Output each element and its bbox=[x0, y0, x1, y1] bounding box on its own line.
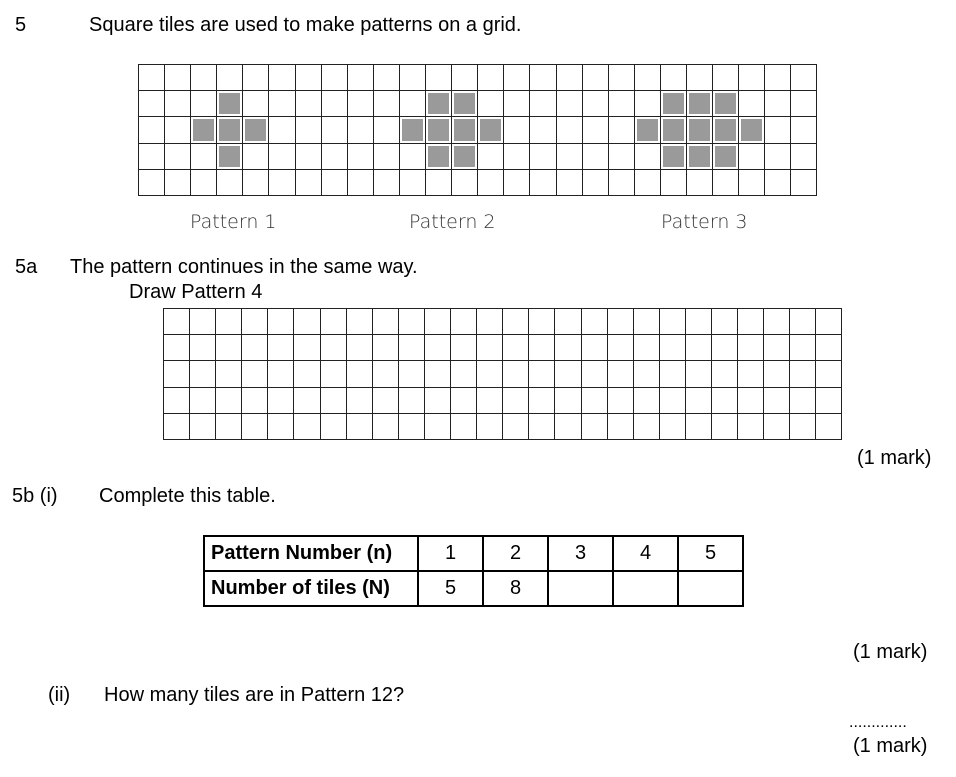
grid-cell[interactable] bbox=[738, 361, 764, 387]
grid-cell bbox=[243, 170, 269, 196]
grid-cell bbox=[739, 91, 765, 117]
grid-cell bbox=[139, 65, 165, 91]
grid-cell bbox=[609, 117, 635, 143]
grid-cell[interactable] bbox=[686, 388, 712, 414]
grid-cell bbox=[348, 144, 374, 170]
grid-cell[interactable] bbox=[373, 414, 399, 440]
grid-cell[interactable] bbox=[268, 361, 294, 387]
grid-cell bbox=[583, 117, 609, 143]
grid-cell[interactable] bbox=[764, 309, 790, 335]
grid-cell[interactable] bbox=[190, 335, 216, 361]
grid-cell bbox=[269, 91, 295, 117]
tile bbox=[243, 117, 269, 143]
grid-cell[interactable] bbox=[373, 388, 399, 414]
grid-cell bbox=[713, 65, 739, 91]
grid-cell[interactable] bbox=[503, 388, 529, 414]
grid-cell bbox=[269, 170, 295, 196]
grid-cell[interactable] bbox=[294, 335, 320, 361]
grid-cell[interactable] bbox=[399, 388, 425, 414]
grid-cell[interactable] bbox=[634, 414, 660, 440]
grid-cell[interactable] bbox=[294, 388, 320, 414]
grid-cell[interactable] bbox=[582, 414, 608, 440]
grid-cell[interactable] bbox=[529, 414, 555, 440]
grid-cell bbox=[635, 91, 661, 117]
grid-cell[interactable] bbox=[477, 388, 503, 414]
grid-cell bbox=[635, 170, 661, 196]
grid-cell[interactable] bbox=[294, 414, 320, 440]
grid-cell[interactable] bbox=[373, 309, 399, 335]
grid-cell[interactable] bbox=[242, 335, 268, 361]
grid-cell bbox=[296, 117, 322, 143]
tile bbox=[452, 117, 478, 143]
grid-cell bbox=[348, 117, 374, 143]
tile bbox=[687, 144, 713, 170]
grid-cell bbox=[322, 65, 348, 91]
grid-cell[interactable] bbox=[764, 414, 790, 440]
grid-cell bbox=[296, 65, 322, 91]
grid-cell bbox=[504, 170, 530, 196]
question-number: 5 bbox=[15, 14, 27, 36]
grid-cell bbox=[452, 170, 478, 196]
grid-cell bbox=[791, 144, 817, 170]
grid-cell bbox=[165, 91, 191, 117]
grid-cell bbox=[557, 91, 583, 117]
grid-cell bbox=[165, 170, 191, 196]
grid-cell[interactable] bbox=[764, 361, 790, 387]
grid-cell bbox=[374, 65, 400, 91]
grid-cell bbox=[583, 170, 609, 196]
grid-cell[interactable] bbox=[321, 335, 347, 361]
answer-cell[interactable] bbox=[678, 571, 743, 606]
grid-cell[interactable] bbox=[764, 388, 790, 414]
tile bbox=[217, 144, 243, 170]
grid-cell bbox=[765, 170, 791, 196]
grid-cell[interactable] bbox=[634, 309, 660, 335]
grid-cell bbox=[374, 144, 400, 170]
grid-cell[interactable] bbox=[764, 335, 790, 361]
grid-cell bbox=[348, 170, 374, 196]
grid-cell[interactable] bbox=[216, 361, 242, 387]
tile bbox=[478, 117, 504, 143]
tile bbox=[452, 144, 478, 170]
grid-cell bbox=[687, 65, 713, 91]
grid-cell bbox=[791, 170, 817, 196]
grid-cell[interactable] bbox=[555, 361, 581, 387]
grid-cell[interactable] bbox=[555, 388, 581, 414]
grid-cell[interactable] bbox=[686, 309, 712, 335]
grid-cell[interactable] bbox=[373, 335, 399, 361]
grid-cell[interactable] bbox=[164, 388, 190, 414]
part-b-i-marks: (1 mark) bbox=[853, 641, 928, 663]
grid-cell bbox=[374, 91, 400, 117]
grid-cell bbox=[478, 91, 504, 117]
grid-cell bbox=[400, 144, 426, 170]
grid-cell[interactable] bbox=[216, 335, 242, 361]
grid-cell bbox=[139, 91, 165, 117]
grid-cell bbox=[635, 144, 661, 170]
grid-cell[interactable] bbox=[321, 388, 347, 414]
grid-cell bbox=[322, 91, 348, 117]
table-cell: 5 bbox=[418, 571, 483, 606]
grid-cell[interactable] bbox=[712, 414, 738, 440]
grid-cell bbox=[191, 65, 217, 91]
grid-cell[interactable] bbox=[738, 388, 764, 414]
part-a-instruction: Draw Pattern 4 bbox=[129, 281, 263, 303]
part-b-ii-marks: (1 mark) bbox=[853, 735, 928, 757]
grid-cell bbox=[530, 91, 556, 117]
grid-cell[interactable] bbox=[451, 388, 477, 414]
grid-cell[interactable] bbox=[268, 335, 294, 361]
grid-cell[interactable] bbox=[608, 361, 634, 387]
grid-cell[interactable] bbox=[451, 335, 477, 361]
grid-cell bbox=[243, 144, 269, 170]
grid-cell bbox=[348, 91, 374, 117]
grid-cell[interactable] bbox=[503, 414, 529, 440]
grid-cell bbox=[374, 170, 400, 196]
answer-line[interactable]: ............. bbox=[849, 714, 907, 731]
grid-cell[interactable] bbox=[712, 335, 738, 361]
grid-cell[interactable] bbox=[738, 335, 764, 361]
grid-cell[interactable] bbox=[347, 388, 373, 414]
part-a-marks: (1 mark) bbox=[857, 447, 932, 469]
grid-cell bbox=[322, 117, 348, 143]
grid-cell[interactable] bbox=[555, 309, 581, 335]
grid-cell[interactable] bbox=[347, 361, 373, 387]
grid-cell bbox=[165, 65, 191, 91]
grid-cell[interactable] bbox=[660, 361, 686, 387]
grid-cell[interactable] bbox=[216, 388, 242, 414]
grid-cell bbox=[609, 91, 635, 117]
grid-cell bbox=[322, 144, 348, 170]
grid-cell[interactable] bbox=[686, 335, 712, 361]
grid-cell[interactable] bbox=[164, 335, 190, 361]
grid-cell[interactable] bbox=[399, 414, 425, 440]
part-b-ii-text: How many tiles are in Pattern 12? bbox=[104, 684, 405, 706]
grid-cell[interactable] bbox=[190, 388, 216, 414]
grid-cell[interactable] bbox=[164, 414, 190, 440]
grid-cell[interactable] bbox=[503, 309, 529, 335]
grid-cell bbox=[400, 65, 426, 91]
tile bbox=[687, 91, 713, 117]
grid-cell bbox=[661, 170, 687, 196]
grid-cell[interactable] bbox=[477, 361, 503, 387]
grid-cell bbox=[739, 65, 765, 91]
grid-cell bbox=[583, 91, 609, 117]
grid-cell bbox=[583, 144, 609, 170]
pattern-2-label: Pattern 2 bbox=[409, 211, 496, 233]
grid-cell[interactable] bbox=[790, 335, 816, 361]
table-cell: 1 bbox=[418, 536, 483, 571]
tile bbox=[452, 91, 478, 117]
grid-cell bbox=[765, 117, 791, 143]
grid-cell bbox=[557, 117, 583, 143]
grid-cell bbox=[504, 91, 530, 117]
part-b-i-text: Complete this table. bbox=[99, 485, 276, 507]
grid-cell[interactable] bbox=[190, 361, 216, 387]
tile bbox=[635, 117, 661, 143]
grid-cell[interactable] bbox=[347, 309, 373, 335]
grid-cell[interactable] bbox=[399, 361, 425, 387]
table-cell: 8 bbox=[483, 571, 548, 606]
grid-cell[interactable] bbox=[242, 388, 268, 414]
grid-cell bbox=[765, 91, 791, 117]
grid-cell bbox=[478, 144, 504, 170]
table-cell: 2 bbox=[483, 536, 548, 571]
grid-cell bbox=[609, 144, 635, 170]
tile bbox=[191, 117, 217, 143]
grid-cell bbox=[322, 170, 348, 196]
tile bbox=[661, 144, 687, 170]
tile bbox=[426, 144, 452, 170]
part-b-i-label: 5b (i) bbox=[12, 485, 58, 507]
tile bbox=[661, 117, 687, 143]
grid-cell[interactable] bbox=[503, 335, 529, 361]
grid-cell[interactable] bbox=[477, 335, 503, 361]
row2-header: Number of tiles (N) bbox=[204, 571, 418, 606]
grid-cell bbox=[217, 170, 243, 196]
grid-cell bbox=[296, 170, 322, 196]
grid-cell bbox=[557, 144, 583, 170]
grid-cell[interactable] bbox=[738, 309, 764, 335]
pattern-3-label: Pattern 3 bbox=[661, 211, 748, 233]
grid-cell[interactable] bbox=[190, 414, 216, 440]
grid-cell[interactable] bbox=[790, 388, 816, 414]
grid-cell[interactable] bbox=[582, 309, 608, 335]
grid-cell[interactable] bbox=[529, 335, 555, 361]
grid-cell bbox=[583, 65, 609, 91]
grid-cell[interactable] bbox=[451, 414, 477, 440]
grid-cell bbox=[269, 65, 295, 91]
grid-cell bbox=[504, 65, 530, 91]
grid-cell[interactable] bbox=[608, 388, 634, 414]
grid-cell[interactable] bbox=[816, 414, 842, 440]
grid-cell[interactable] bbox=[738, 414, 764, 440]
part-b-ii-label: (ii) bbox=[48, 684, 71, 706]
grid-cell[interactable] bbox=[660, 309, 686, 335]
grid-cell[interactable] bbox=[451, 309, 477, 335]
grid-cell[interactable] bbox=[790, 361, 816, 387]
grid-cell bbox=[191, 91, 217, 117]
grid-cell[interactable] bbox=[347, 414, 373, 440]
grid-cell bbox=[452, 65, 478, 91]
grid-cell bbox=[530, 170, 556, 196]
grid-cell[interactable] bbox=[268, 309, 294, 335]
grid-cell[interactable] bbox=[529, 361, 555, 387]
grid-cell[interactable] bbox=[634, 361, 660, 387]
tile bbox=[713, 117, 739, 143]
pattern-grid bbox=[138, 64, 817, 196]
grid-cell bbox=[217, 65, 243, 91]
grid-cell[interactable] bbox=[582, 335, 608, 361]
grid-cell[interactable] bbox=[347, 335, 373, 361]
grid-cell[interactable] bbox=[816, 388, 842, 414]
tile bbox=[713, 91, 739, 117]
grid-cell bbox=[348, 65, 374, 91]
grid-cell bbox=[765, 144, 791, 170]
grid-cell[interactable] bbox=[451, 361, 477, 387]
answer-cell[interactable] bbox=[548, 571, 613, 606]
grid-cell[interactable] bbox=[425, 361, 451, 387]
table-cell: 3 bbox=[548, 536, 613, 571]
grid-cell[interactable] bbox=[321, 361, 347, 387]
tile bbox=[687, 117, 713, 143]
grid-cell[interactable] bbox=[582, 361, 608, 387]
grid-cell[interactable] bbox=[712, 361, 738, 387]
grid-cell[interactable] bbox=[216, 309, 242, 335]
answer-cell[interactable] bbox=[613, 571, 678, 606]
grid-cell bbox=[504, 144, 530, 170]
grid-cell[interactable] bbox=[529, 388, 555, 414]
grid-cell bbox=[139, 170, 165, 196]
grid-cell[interactable] bbox=[790, 309, 816, 335]
grid-cell bbox=[791, 91, 817, 117]
grid-cell[interactable] bbox=[268, 388, 294, 414]
grid-cell[interactable] bbox=[660, 414, 686, 440]
grid-cell[interactable] bbox=[399, 335, 425, 361]
grid-cell[interactable] bbox=[555, 335, 581, 361]
grid-cell bbox=[791, 117, 817, 143]
grid-cell bbox=[269, 117, 295, 143]
grid-cell bbox=[609, 170, 635, 196]
grid-cell bbox=[269, 144, 295, 170]
grid-cell[interactable] bbox=[712, 309, 738, 335]
grid-cell bbox=[687, 170, 713, 196]
grid-cell[interactable] bbox=[660, 335, 686, 361]
grid-cell bbox=[557, 65, 583, 91]
grid-cell[interactable] bbox=[242, 309, 268, 335]
grid-cell bbox=[400, 170, 426, 196]
grid-cell[interactable] bbox=[425, 388, 451, 414]
grid-cell bbox=[557, 170, 583, 196]
grid-cell[interactable] bbox=[555, 414, 581, 440]
grid-cell[interactable] bbox=[164, 361, 190, 387]
grid-cell bbox=[139, 117, 165, 143]
grid-cell bbox=[296, 144, 322, 170]
tile bbox=[713, 144, 739, 170]
grid-cell[interactable] bbox=[425, 414, 451, 440]
grid-cell bbox=[243, 65, 269, 91]
grid-cell bbox=[530, 117, 556, 143]
grid-cell bbox=[165, 144, 191, 170]
part-a-label: 5a bbox=[15, 256, 38, 278]
grid-cell[interactable] bbox=[660, 388, 686, 414]
grid-cell[interactable] bbox=[582, 388, 608, 414]
grid-cell[interactable] bbox=[503, 361, 529, 387]
grid-cell[interactable] bbox=[242, 414, 268, 440]
grid-cell bbox=[400, 91, 426, 117]
grid-cell[interactable] bbox=[190, 309, 216, 335]
grid-cell[interactable] bbox=[816, 361, 842, 387]
grid-cell bbox=[765, 65, 791, 91]
grid-cell[interactable] bbox=[373, 361, 399, 387]
grid-cell bbox=[504, 117, 530, 143]
table-cell: 5 bbox=[678, 536, 743, 571]
grid-cell bbox=[530, 65, 556, 91]
question-intro: Square tiles are used to make patterns on a grid. bbox=[89, 14, 522, 36]
grid-cell[interactable] bbox=[608, 309, 634, 335]
tile bbox=[426, 117, 452, 143]
pattern-1-label: Pattern 1 bbox=[190, 211, 277, 233]
grid-cell[interactable] bbox=[321, 309, 347, 335]
tile bbox=[661, 91, 687, 117]
grid-cell bbox=[478, 65, 504, 91]
grid-cell[interactable] bbox=[477, 414, 503, 440]
grid-cell bbox=[635, 65, 661, 91]
grid-cell bbox=[139, 144, 165, 170]
grid-cell[interactable] bbox=[816, 309, 842, 335]
grid-cell bbox=[791, 65, 817, 91]
grid-cell[interactable] bbox=[608, 414, 634, 440]
table-row bbox=[204, 571, 743, 606]
grid-cell[interactable] bbox=[425, 309, 451, 335]
grid-cell[interactable] bbox=[164, 309, 190, 335]
grid-cell[interactable] bbox=[816, 335, 842, 361]
grid-cell[interactable] bbox=[529, 309, 555, 335]
tile bbox=[426, 91, 452, 117]
grid-cell bbox=[243, 91, 269, 117]
drawing-grid[interactable] bbox=[163, 308, 842, 440]
grid-cell bbox=[426, 170, 452, 196]
grid-cell bbox=[739, 144, 765, 170]
grid-cell[interactable] bbox=[268, 414, 294, 440]
grid-cell bbox=[713, 170, 739, 196]
tile bbox=[217, 117, 243, 143]
grid-cell bbox=[609, 65, 635, 91]
grid-cell[interactable] bbox=[712, 388, 738, 414]
grid-cell bbox=[739, 170, 765, 196]
grid-cell bbox=[191, 144, 217, 170]
grid-cell[interactable] bbox=[216, 414, 242, 440]
pattern-table bbox=[203, 535, 744, 607]
grid-cell[interactable] bbox=[608, 335, 634, 361]
grid-cell bbox=[374, 117, 400, 143]
tile bbox=[217, 91, 243, 117]
grid-cell[interactable] bbox=[686, 414, 712, 440]
grid-cell[interactable] bbox=[686, 361, 712, 387]
tile bbox=[400, 117, 426, 143]
grid-cell[interactable] bbox=[790, 414, 816, 440]
part-a-text: The pattern continues in the same way. bbox=[70, 256, 418, 278]
grid-cell[interactable] bbox=[634, 335, 660, 361]
grid-cell bbox=[296, 91, 322, 117]
grid-cell[interactable] bbox=[242, 361, 268, 387]
row1-header: Pattern Number (n) bbox=[204, 536, 418, 571]
grid-cell bbox=[191, 170, 217, 196]
grid-cell bbox=[530, 144, 556, 170]
grid-cell[interactable] bbox=[294, 309, 320, 335]
table-cell: 4 bbox=[613, 536, 678, 571]
grid-cell bbox=[165, 117, 191, 143]
grid-cell[interactable] bbox=[399, 309, 425, 335]
grid-cell[interactable] bbox=[425, 335, 451, 361]
grid-cell bbox=[426, 65, 452, 91]
grid-cell bbox=[478, 170, 504, 196]
grid-cell bbox=[661, 65, 687, 91]
tile bbox=[739, 117, 765, 143]
grid-cell[interactable] bbox=[321, 414, 347, 440]
table-row bbox=[204, 536, 743, 571]
grid-cell[interactable] bbox=[477, 309, 503, 335]
grid-cell[interactable] bbox=[294, 361, 320, 387]
grid-cell[interactable] bbox=[634, 388, 660, 414]
